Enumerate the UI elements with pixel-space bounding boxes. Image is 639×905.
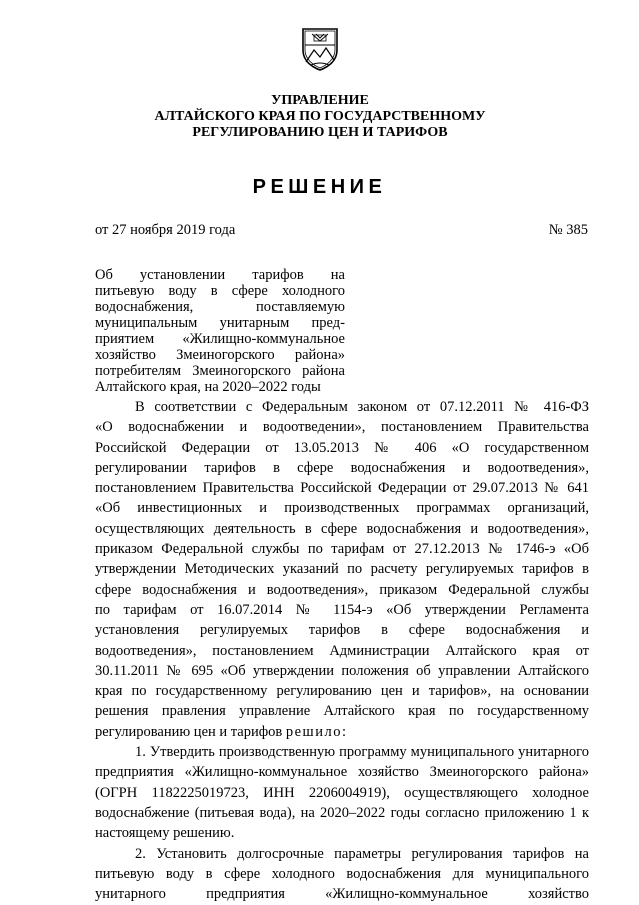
document-title: РЕШЕНИЕ <box>252 176 387 198</box>
paragraph-item-1 <box>95 742 589 843</box>
body-line: питьевую воду в сфере холодного водоснабжения для муниципального <box>95 865 589 882</box>
body-line: предприятия «Жилищно-коммунальное хозяйство Змеиногорского района» <box>95 764 589 781</box>
org-line-1: УПРАВЛЕНИЕ <box>271 93 369 108</box>
body-line: «О водоснабжении и водоотведении», постановлением Правительства <box>95 419 589 436</box>
body-line: регулировании тарифов в сфере водоснабжения и водоотведения», <box>95 459 589 476</box>
body-line: края по государственному регулированию цен и тарифов», на основании <box>95 683 589 700</box>
body-line: 30.11.2011 № 695 «Об утверждении положения об управлении Алтайского <box>95 662 589 679</box>
body-line <box>95 722 589 742</box>
paragraph-item-2 <box>95 844 589 905</box>
body-line: настоящему решению. <box>95 825 235 842</box>
org-line-3: РЕГУЛИРОВАНИЮ ЦЕН И ТАРИФОВ <box>192 125 448 140</box>
body-line: водоснабжение (питьевая вода), на 2020–2022 годы согласно приложению 1 к <box>95 804 589 821</box>
organization-name <box>90 93 550 141</box>
coat-of-arms-icon <box>300 26 340 72</box>
body-line: утверждении Методических указаний по расчету регулируемых тарифов в <box>95 561 589 578</box>
subject-line: питьевую воду в сфере холодного <box>95 283 345 299</box>
body-line: (ОГРН 1182225019723, ИНН 2206004919), осуществляющего холодное <box>95 784 589 801</box>
body-line: Российской Федерации от 13.05.2013 № 406 «О государственном <box>95 439 589 456</box>
document-number: № 385 <box>548 222 588 238</box>
subject-line: Алтайского края, на 2020–2022 годы <box>95 379 321 395</box>
subject-line: хозяйство Змеиногорского района» <box>95 347 345 363</box>
resolved-word: решило: <box>285 723 348 740</box>
body-line: унитарного предприятия «Жилищно-коммунальное хозяйство <box>95 886 589 903</box>
body-line: решения правления управление Алтайского края по государственному <box>95 703 589 720</box>
subject-line: приятием «Жилищно-коммунальное <box>95 331 345 347</box>
body-line: приказом Федеральной службы по тарифам от 27.12.2013 № 1746-э «Об <box>95 541 589 558</box>
org-line-2: АЛТАЙСКОГО КРАЯ ПО ГОСУДАРСТВЕННОМУ <box>154 109 486 124</box>
body-line: «Об инвестиционных и производственных программах организаций, <box>95 500 589 517</box>
body-line: по тарифам от 16.07.2014 № 1154-э «Об утверждении Регламента <box>95 601 589 618</box>
body-line-text: регулированию цен и тарифов <box>95 723 286 740</box>
subject-line: водоснабжения, поставляемую <box>95 299 345 315</box>
body-line: 2. Установить долгосрочные параметры регулирования тарифов на <box>135 845 589 862</box>
document-subject <box>95 267 345 395</box>
body-line: водоотведения», постановлением Администрации Алтайского края от <box>95 642 589 659</box>
body-line: 1. Утвердить производственную программу муниципального унитарного <box>135 744 589 761</box>
subject-line: Об установлении тарифов на <box>95 267 345 283</box>
paragraph-preamble <box>95 397 589 742</box>
body-line: установления регулируемых тарифов в сфере водоснабжения и <box>95 622 589 639</box>
body-line: В соответствии с Федеральным законом от 07.12.2011 № 416-ФЗ <box>135 399 589 415</box>
body-line: постановлением Правительства Российской Федерации от 29.07.2013 № 641 <box>95 480 589 497</box>
document-body <box>95 397 589 904</box>
document-date: от 27 ноября 2019 года <box>95 222 236 238</box>
body-line: сфере водоснабжения и водоотведения», приказом Федеральной службы <box>95 581 589 598</box>
subject-line: муниципальным унитарным пред- <box>95 315 345 331</box>
body-line: осуществляющих деятельность в сфере водоснабжения и водоотведения», <box>95 520 589 537</box>
subject-line: потребителям Змеиногорского района <box>95 363 345 379</box>
